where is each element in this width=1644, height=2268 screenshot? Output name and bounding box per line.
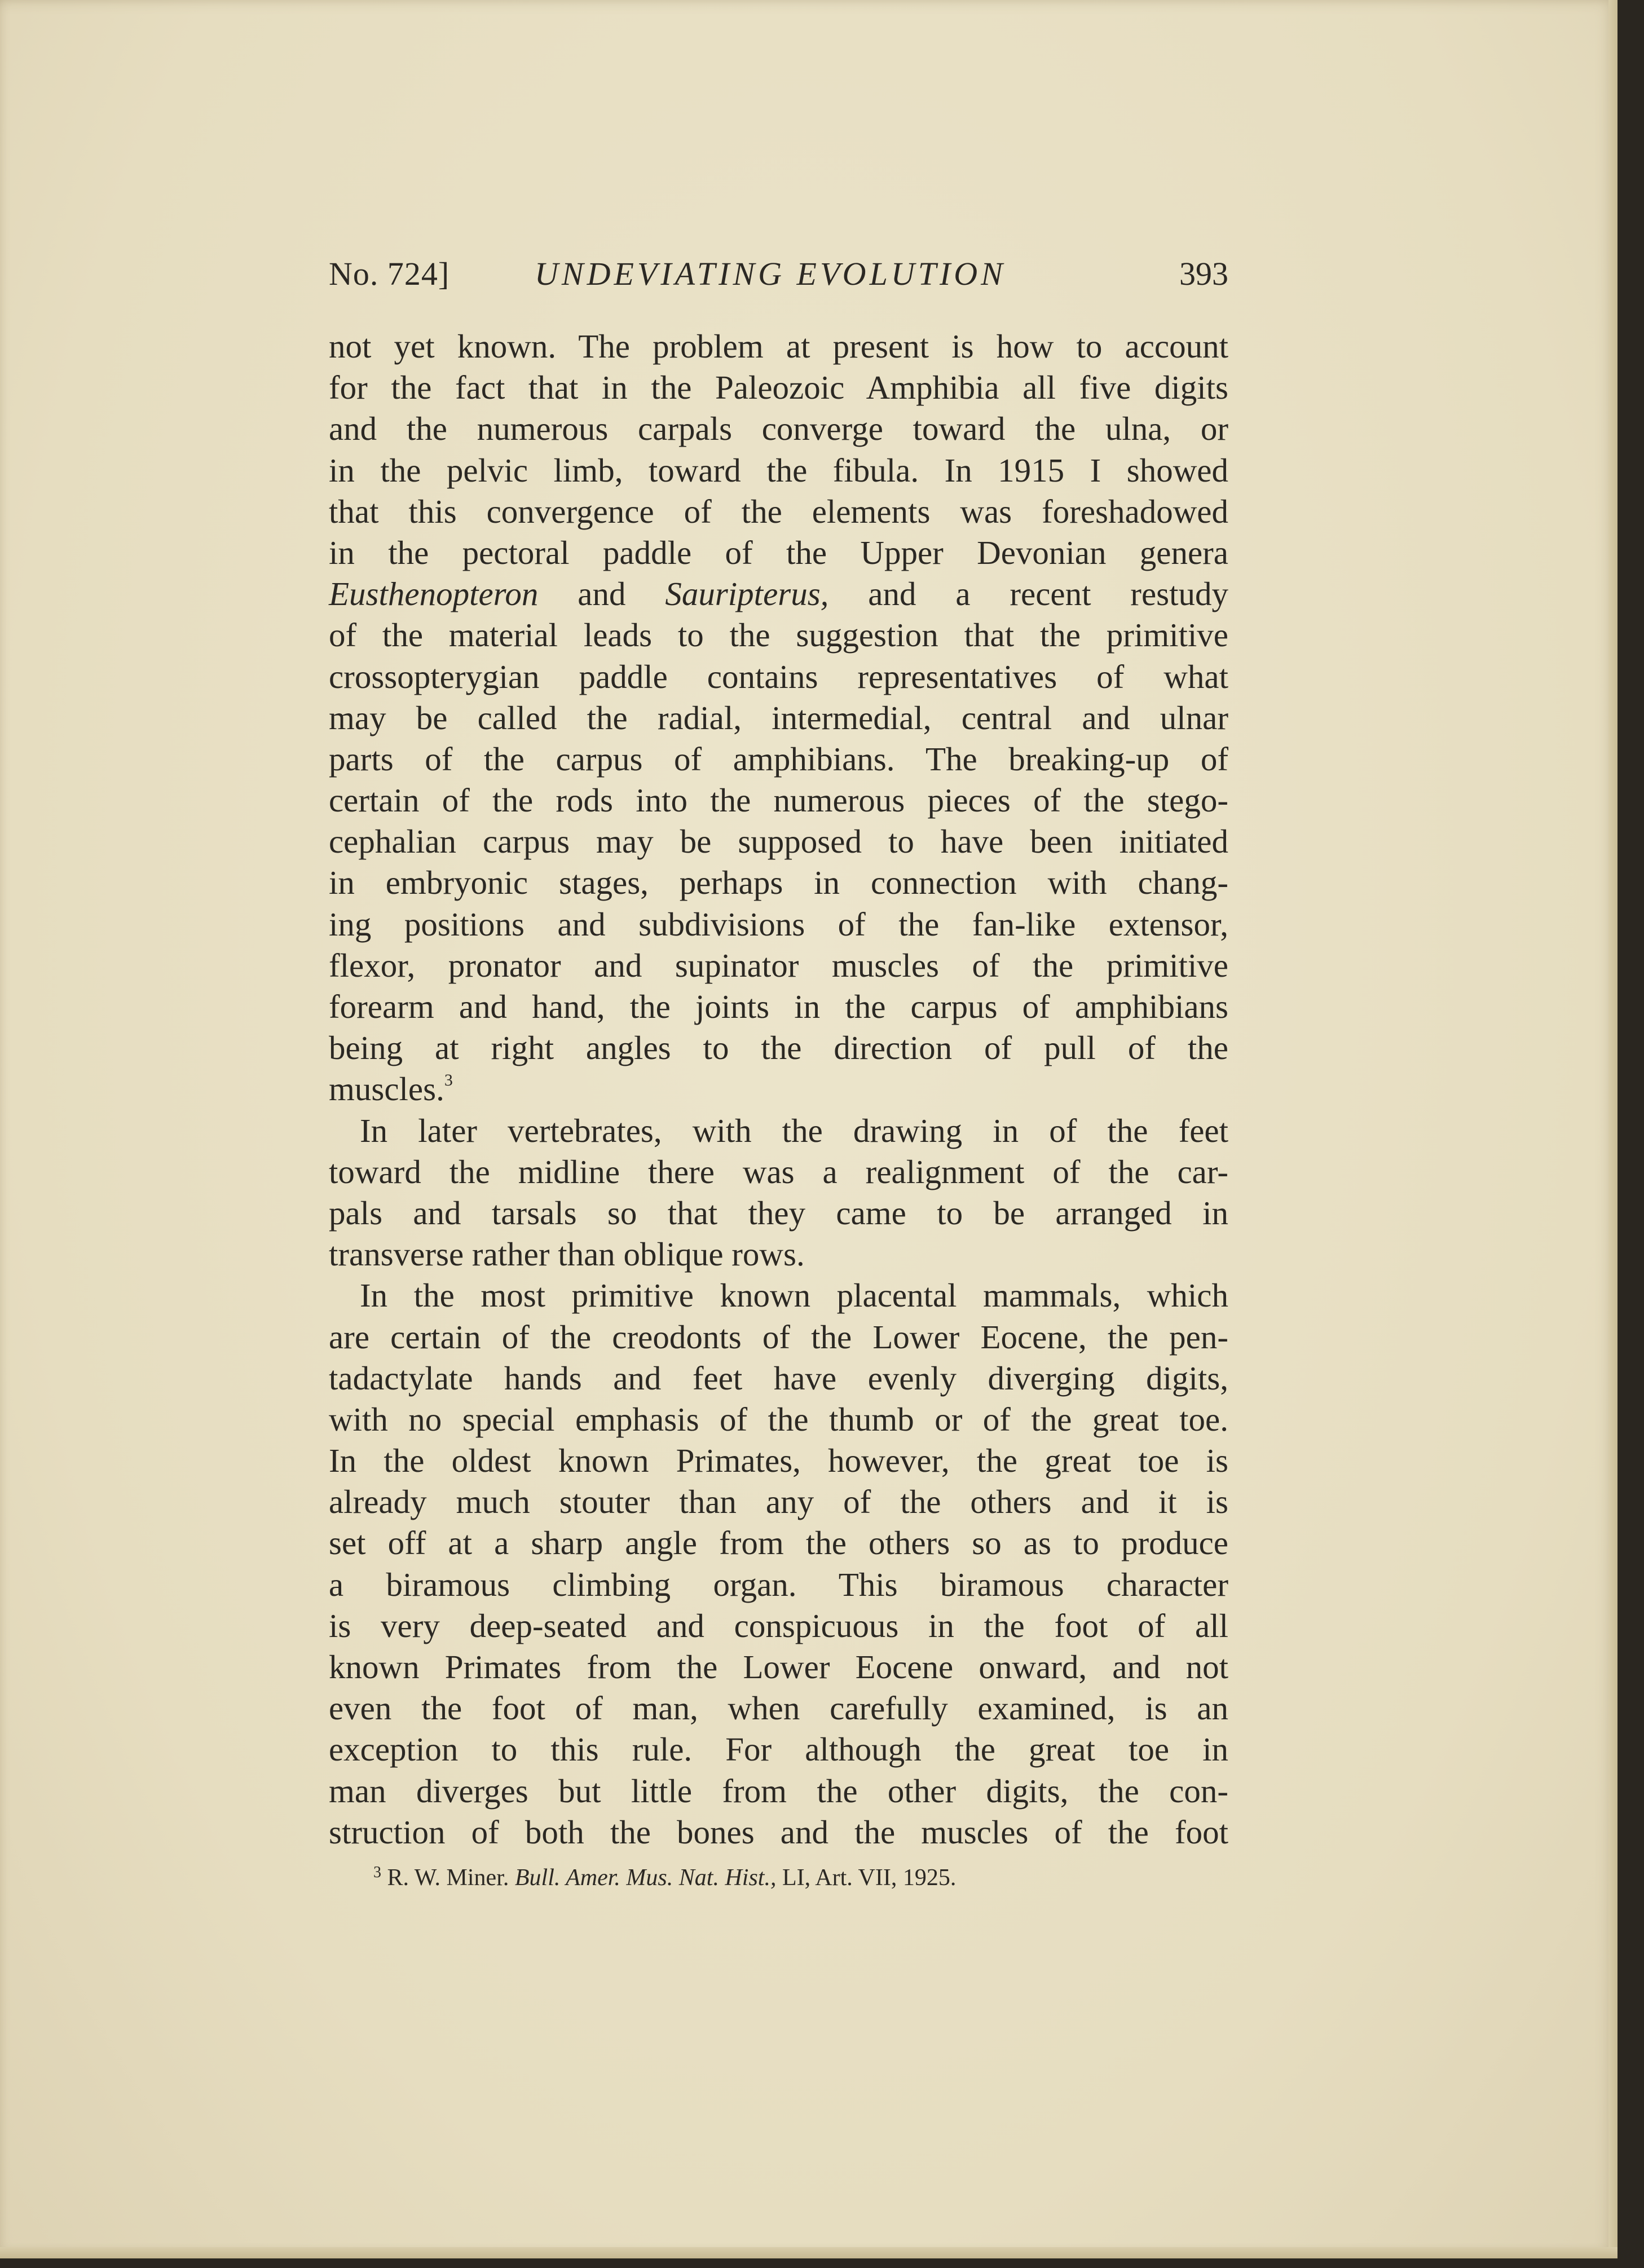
text-line xyxy=(329,1358,1228,1399)
line-text: certain of the rods into the numerous pieces of the stego- xyxy=(329,782,1228,819)
page-edge-bottom xyxy=(0,2247,1617,2258)
line-text: already much stouter than any of the others and it is xyxy=(329,1483,1228,1521)
text-line xyxy=(329,1481,1228,1523)
text-line xyxy=(329,904,1228,945)
article-title: UNDEVIATING EVOLUTION xyxy=(535,255,1006,292)
text-line xyxy=(329,780,1228,821)
text-line xyxy=(329,532,1228,573)
line-text: in embryonic stages, perhaps in connection with chang- xyxy=(329,864,1228,902)
line-text: even the foot of man, when carefully examined, is an xyxy=(329,1689,1228,1727)
footnote-source: Bull. Amer. Mus. Nat. Hist., xyxy=(514,1865,777,1891)
footnote-details: LI, Art. VII, 1925. xyxy=(776,1865,957,1891)
line-text: In later vertebrates, with the drawing in of the feet xyxy=(360,1111,1228,1149)
text-line xyxy=(329,1399,1228,1440)
page-edge-right xyxy=(1608,0,1617,2258)
text-line xyxy=(329,1027,1228,1069)
text-line xyxy=(329,326,1228,367)
text-line xyxy=(329,862,1228,903)
text-line xyxy=(329,1688,1228,1729)
line-text: pals and tarsals so that they came to be arranged in xyxy=(329,1194,1228,1232)
line-text: with no special emphasis of the thumb or of the great toe. xyxy=(329,1400,1228,1438)
text-line xyxy=(329,656,1228,698)
line-text: flexor, pronator and supinator muscles of the primitive xyxy=(329,946,1228,984)
text-line xyxy=(329,821,1228,862)
text-line xyxy=(329,1729,1228,1770)
line-text: in the pelvic limb, toward the fibula. In 1915 I showed xyxy=(329,451,1228,489)
text-line xyxy=(329,1771,1228,1812)
text-line xyxy=(329,1605,1228,1647)
text-line xyxy=(329,739,1228,780)
footnote-reference: 3 xyxy=(444,1071,453,1090)
text-line xyxy=(329,1647,1228,1688)
text-line xyxy=(329,367,1228,408)
text-line xyxy=(329,1440,1228,1481)
line-text: forearm and hand, the joints in the carpus of amphibians xyxy=(329,988,1228,1025)
italic-genus-name: Eusthenopteron xyxy=(329,575,539,613)
line-text: and xyxy=(538,575,665,613)
text-line xyxy=(329,945,1228,986)
text-line xyxy=(329,1275,1228,1316)
text-line xyxy=(329,698,1228,739)
text-line xyxy=(329,450,1228,491)
line-text: being at right angles to the direction of pull of the xyxy=(329,1029,1228,1067)
line-text: a biramous climbing organ. This biramous character xyxy=(329,1565,1228,1603)
line-text: exception to this rule. For although the great toe in xyxy=(329,1731,1228,1768)
text-line xyxy=(329,1234,1228,1275)
line-text: known Primates from the Lower Eocene onward, and not xyxy=(329,1648,1228,1685)
italic-genus-name: Sauripterus, xyxy=(665,575,829,613)
line-text: muscles. xyxy=(329,1070,444,1108)
text-line xyxy=(329,615,1228,656)
line-text: for the fact that in the Paleozoic Amphibia all five digits xyxy=(329,369,1228,407)
line-text: may be called the radial, intermedial, central and ulnar xyxy=(329,699,1228,736)
body-text xyxy=(329,326,1228,1853)
line-text: in the pectoral paddle of the Upper Devonian genera xyxy=(329,533,1228,571)
line-text: crossopterygian paddle contains representatives of what xyxy=(329,658,1228,695)
footnote xyxy=(373,1864,1231,1891)
text-line xyxy=(329,1151,1228,1193)
line-text: set off at a sharp angle from the others so as to produce xyxy=(329,1524,1228,1562)
text-line xyxy=(329,1564,1228,1605)
line-text: In the most primitive known placental mammals, which xyxy=(360,1277,1228,1314)
line-text: man diverges but little from the other digits, the con- xyxy=(329,1772,1228,1810)
running-head xyxy=(329,255,1228,294)
text-line xyxy=(329,1193,1228,1234)
line-text: and the numerous carpals converge toward the ulna, or xyxy=(329,410,1228,448)
line-text: are certain of the creodonts of the Lower Eocene, the pen- xyxy=(329,1318,1228,1356)
footnote-mark: 3 xyxy=(373,1864,381,1881)
footnote-author: R. W. Miner. xyxy=(381,1865,515,1891)
text-line xyxy=(329,1317,1228,1358)
line-text: parts of the carpus of amphibians. The breaking-up of xyxy=(329,740,1228,778)
line-text: of the material leads to the suggestion that the primitive xyxy=(329,616,1228,654)
journal-number: No. 724] xyxy=(329,255,450,292)
text-line xyxy=(329,491,1228,532)
text-line xyxy=(329,573,1228,615)
line-text: In the oldest known Primates, however, the great toe is xyxy=(329,1442,1228,1480)
line-text: cephalian carpus may be supposed to have been initiated xyxy=(329,823,1228,861)
text-line xyxy=(329,1523,1228,1564)
line-text: is very deep-seated and conspicuous in the foot of all xyxy=(329,1607,1228,1644)
line-text: ing positions and subdivisions of the fan-like extensor, xyxy=(329,905,1228,943)
text-line xyxy=(329,1069,1228,1110)
line-text: struction of both the bones and the muscles of the foot xyxy=(329,1813,1228,1851)
line-text: tadactylate hands and feet have evenly diverging digits, xyxy=(329,1359,1228,1397)
line-text: not yet known. The problem at present is how to account xyxy=(329,328,1228,365)
text-line xyxy=(329,1812,1228,1853)
line-text: transverse rather than oblique rows. xyxy=(329,1236,805,1273)
line-text: that this convergence of the elements was foreshadowed xyxy=(329,492,1228,530)
text-line xyxy=(329,986,1228,1027)
line-text: and a recent restudy xyxy=(828,575,1228,613)
line-text: toward the midline there was a realignment of the car- xyxy=(329,1153,1228,1190)
text-line xyxy=(329,1110,1228,1151)
text-line xyxy=(329,408,1228,449)
page-number: 393 xyxy=(1179,255,1228,292)
